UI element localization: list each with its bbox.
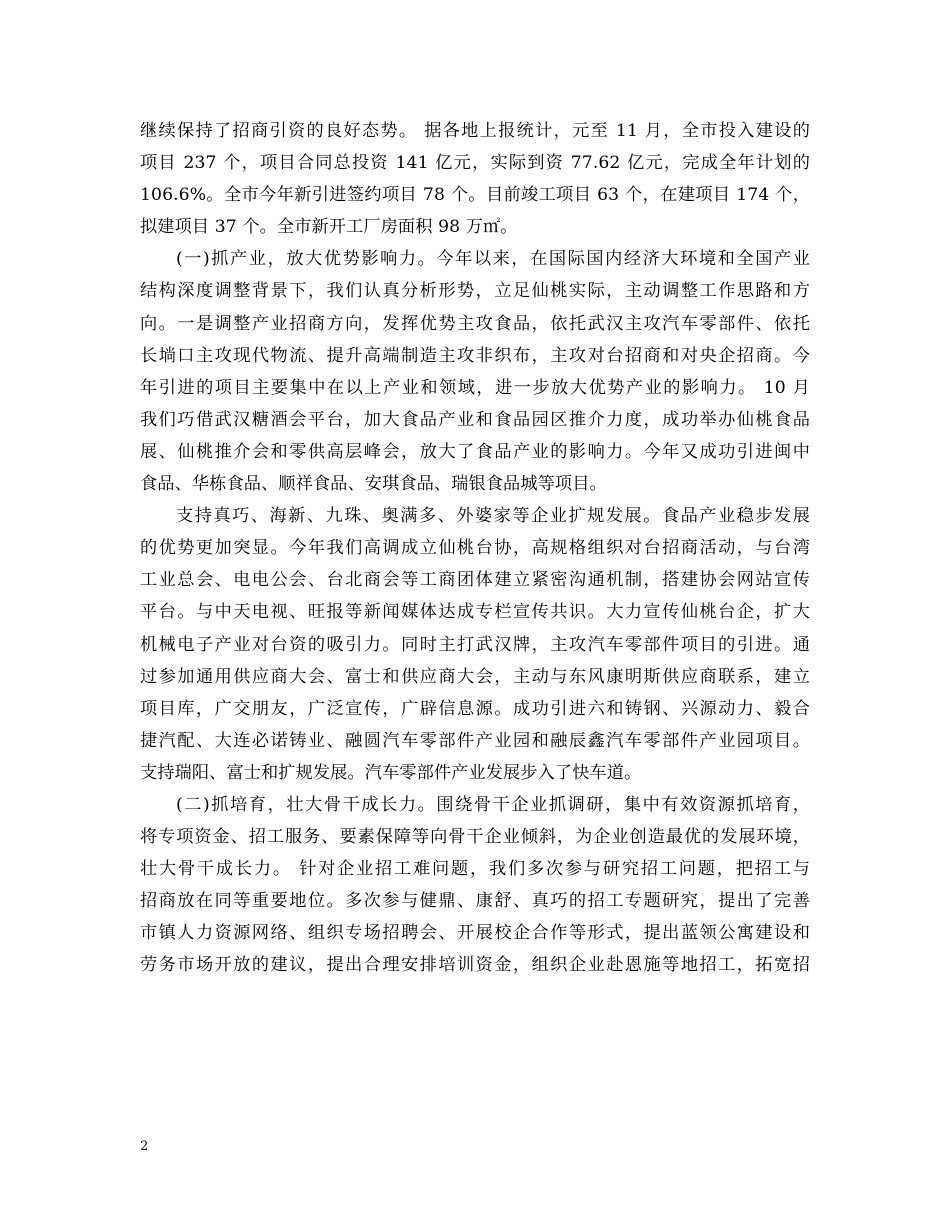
text-line: 项目库，广交朋友，广泛宣传，广辟信息源。成功引进六和铸钢、兴源动力、毅合 bbox=[140, 698, 810, 719]
text-line: 市镇人力资源网络、组织专场招聘会、开展校企合作等形式，提出蓝领公寓建设和 bbox=[140, 923, 810, 944]
text-line: 继续保持了招商引资的良好态势。 据各地上报统计，元至 11 月，全市投入建设的 bbox=[140, 121, 810, 141]
text-line: 支持瑞阳、富士和扩规发展。汽车零部件产业发展步入了快车道。 bbox=[140, 762, 642, 783]
body-text bbox=[140, 115, 810, 982]
text-line: 平台。与中天电视、旺报等新闻媒体达成专栏宣传共识。大力宣传仙桃台企，扩大 bbox=[140, 602, 810, 623]
text-line: 106.6%。全市今年新引进签约项目 78 个。目前竣工项目 63 个，在建项目 174 个， bbox=[140, 185, 810, 206]
text-line: 机械电子产业对台资的吸引力。同时主打武汉牌，主攻汽车零部件项目的引进。通 bbox=[140, 634, 810, 655]
text-line: 拟建项目 37 个。全市新开工厂房面积 98 万㎡。 bbox=[140, 217, 518, 238]
paragraph-first-line: (一)抓产业，放大优势影响力。今年以来，在国际国内经济大环境和全国产业 bbox=[176, 249, 810, 270]
text-line: 捷汽配、大连必诺铸业、融圆汽车零部件产业园和融辰鑫汽车零部件产业园项目。 bbox=[140, 730, 810, 751]
text-line: 展、仙桃推介会和零供高层峰会，放大了食品产业的影响力。今年又成功引进闽中 bbox=[140, 441, 810, 462]
text-line: 工业总会、电电公会、台北商会等工商团体建立紧密沟通机制，搭建协会网站宣传 bbox=[140, 570, 810, 591]
paragraph-first-line: 支持真巧、海新、九珠、奥满多、外婆家等企业扩规发展。食品产业稳步发展 bbox=[176, 506, 810, 527]
text-line: 壮大骨干成长力。 针对企业招工难问题，我们多次参与研究招工问题，把招工与 bbox=[140, 859, 810, 880]
text-line: 劳务市场开放的建议，提出合理安排培训资金，组织企业赴恩施等地招工，拓宽招 bbox=[140, 955, 810, 976]
paragraph-first-line: (二)抓培育，壮大骨干成长力。围绕骨干企业抓调研，集中有效资源抓培育， bbox=[176, 794, 810, 815]
text-line: 过参加通用供应商大会、富士和供应商大会，主动与东风康明斯供应商联系，建立 bbox=[140, 666, 810, 687]
text-line: 结构深度调整背景下，我们认真分析形势，立足仙桃实际，主动调整工作思路和方 bbox=[140, 281, 810, 302]
text-line: 长埫口主攻现代物流、提升高端制造主攻非织布，主攻对台招商和对央企招商。今 bbox=[140, 345, 810, 366]
text-line: 年引进的项目主要集中在以上产业和领域，进一步放大优势产业的影响力。 10 月 bbox=[140, 377, 810, 398]
text-line: 招商放在同等重要地位。多次参与健鼎、康舒、真巧的招工专题研究，提出了完善 bbox=[140, 891, 810, 912]
text-line: 我们巧借武汉糖酒会平台，加大食品产业和食品园区推介力度，成功举办仙桃食品 bbox=[140, 409, 810, 430]
text-line: 食品、华栋食品、顺祥食品、安琪食品、瑞银食品城等项目。 bbox=[140, 474, 607, 495]
page-number: 2 bbox=[140, 1139, 149, 1154]
text-line: 项目 237 个，项目合同总投资 141 亿元，实际到资 77.62 亿元，完成全年计划的 bbox=[140, 153, 810, 174]
text-line: 将专项资金、招工服务、要素保障等向骨干企业倾斜，为企业创造最优的发展环境， bbox=[140, 827, 810, 848]
text-line: 的优势更加突显。今年我们高调成立仙桃台协，高规格组织对台招商活动，与台湾 bbox=[140, 538, 810, 559]
text-line: 向。一是调整产业招商方向，发挥优势主攻食品，依托武汉主攻汽车零部件、依托 bbox=[140, 313, 810, 334]
